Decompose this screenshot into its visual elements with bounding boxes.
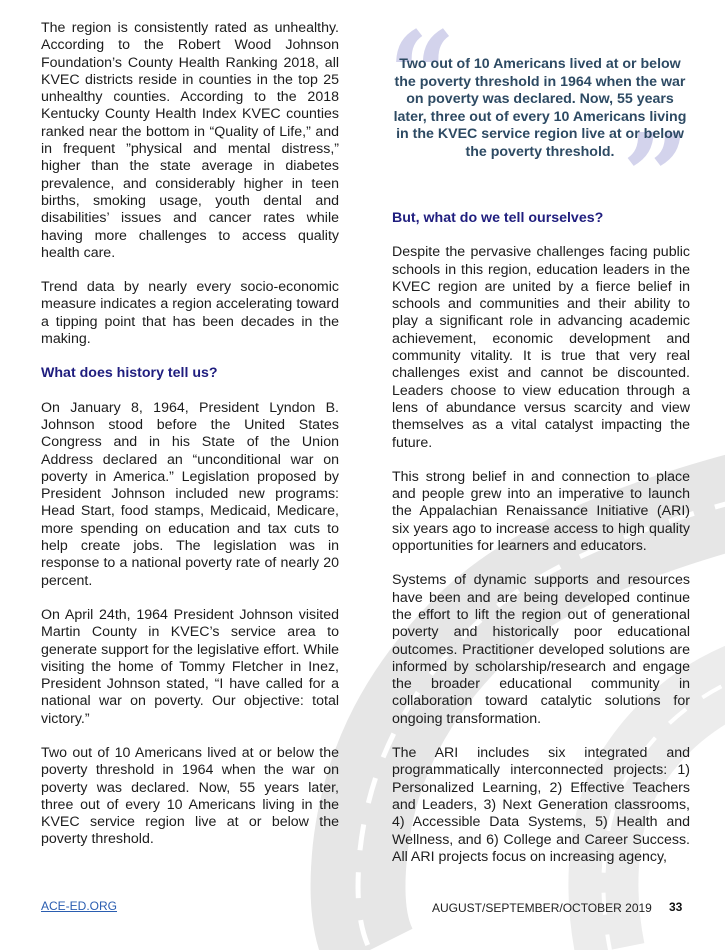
paragraph: The ARI includes six integrated and programmatically interconnected projects: 1) Personalized Learning, 2) Effective Teachers and Leaders, 3) Next Generation classrooms, 4) Accessible Data Systems, 5) Health and Wellness, and 6) College and Career Success. All ARI projects focus on increasing agency, bbox=[392, 745, 690, 865]
open-quote-icon: “ bbox=[388, 5, 456, 144]
paragraph: Despite the pervasive challenges facing public schools in this region, education leaders in the KVEC region are united by a fierce belief in schools and communities and their ability to play a significant role in advancing academic achievement, economic development and community vitality. It is true that very real challenges exist and cannot be discounted. Leaders choose to view education through a lens of abundance versus scarcity and view themselves as a vital catalyst impacting the future. bbox=[392, 244, 690, 451]
paragraph: On January 8, 1964, President Lyndon B. Johnson stood before the United States Congress and in his State of the Union Address declared an “unconditional war on poverty in America.” Legislation proposed by President Johnson included new programs: Head Start, food stamps, Medicaid, Medicare, more spending on education and tax cuts to help create jobs. The legislation was in response to a national poverty rate of nearly 20 percent. bbox=[41, 399, 339, 589]
left-column bbox=[41, 20, 339, 866]
section-heading-beliefs: But, what do we tell ourselves? bbox=[392, 210, 604, 226]
paragraph: Two out of 10 Americans lived at or below the poverty threshold in 1964 when the war on poverty was declared. Now, 55 years later, three out of every 10 Americans living in the KVEC service region live at or below the poverty threshold. bbox=[41, 744, 339, 848]
paragraph: The region is consistently rated as unhealthy. According to the Robert Wood Johnson Foundation’s County Health Ranking 2018, all KVEC districts reside in counties in the top 25 unhealthy counties. According to the 2018 Kentucky County Health Index KVEC counties ranked near the bottom in “Quality of Life,” and in frequent ”physical and mental distress,” higher than the state average in diabetes prevalence, and considerably higher in teen births, smoking usage, youth dental and disabilities’ issues and cancer rates while having more challenges to access quality health care. bbox=[41, 20, 339, 261]
section-heading-history: What does history tell us? bbox=[41, 365, 218, 382]
paragraph: This strong belief in and connection to place and people grew into an imperative to launch the Appalachian Renaissance Initiative (ARI) six years ago to increase access to high quality opportunities for learners and educators. bbox=[392, 468, 690, 555]
right-column bbox=[392, 210, 690, 883]
footer-website-link[interactable]: ACE-ED.ORG bbox=[41, 899, 118, 913]
pull-quote-text: Two out of 10 Americans lived at or below the poverty threshold in 1964 when the war on poverty was declared. Now, 55 years later, three out of every 10 Americans living in the KVEC service region live at or below the poverty threshold. bbox=[393, 56, 687, 160]
footer-issue-date: AUGUST/SEPTEMBER/OCTOBER 2019 bbox=[432, 901, 652, 915]
page-number: 33 bbox=[669, 900, 683, 914]
paragraph: Systems of dynamic supports and resources have been and are being developed continue the effort to lift the region out of generational poverty and historically poor educational outcomes. Practitioner developed solutions are informed by scholarship/research and engage the broader educational community in collaboration toward catalytic solutions for ongoing transformation. bbox=[392, 572, 690, 727]
close-quote-icon: ” bbox=[622, 107, 690, 246]
paragraph: Trend data by nearly every socio-economic measure indicates a region accelerating toward a tipping point that has been decades in the making. bbox=[41, 279, 339, 348]
paragraph: On April 24th, 1964 President Johnson visited Martin County in KVEC’s service area to generate support for the legislative effort. While visiting the home of Tommy Fletcher in Inez, President Johnson stated, “I have called for a national war on poverty. Our objective: total victory.” bbox=[41, 606, 339, 727]
